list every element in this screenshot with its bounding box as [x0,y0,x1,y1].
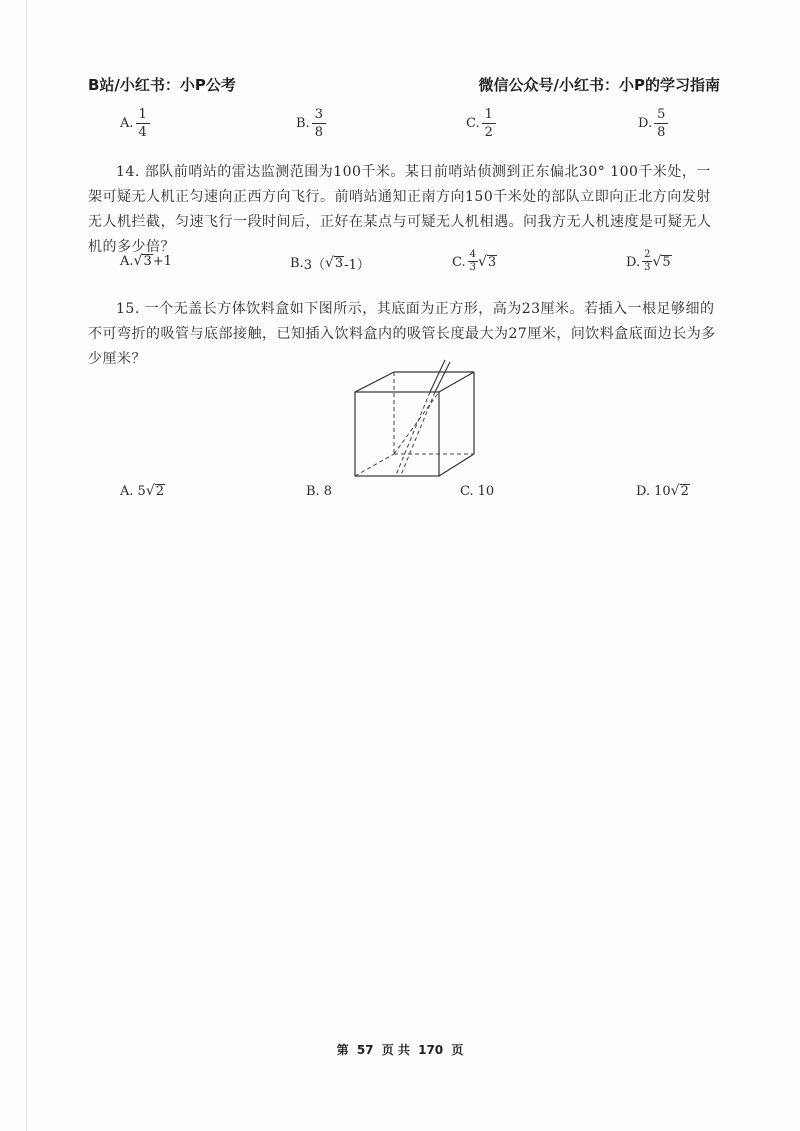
option-prefix: 3（ [303,258,325,273]
option-label: B. [306,484,320,499]
sqrt [671,484,690,499]
fraction-denominator: 2 [482,123,496,139]
header-left: B站/小红书：小P公考 [88,76,236,94]
q13-option-c [466,108,496,139]
q15-option-b [306,484,332,499]
fraction [654,108,668,139]
fraction-denominator: 8 [654,123,668,139]
q14-option-a [120,254,172,269]
radicand: 2 [680,484,689,500]
option-label: B. [296,116,310,131]
bottom-right-edge [439,454,474,476]
option-label: D. [626,254,641,270]
top-left-edge [355,372,394,392]
option-label: C. [466,116,480,131]
top-right-edge [439,372,474,392]
total-pages: 170 [418,1043,444,1057]
footer-suffix: 页 [451,1043,464,1057]
question-14-text: 14. 部队前哨站的雷达监测范围为100千米。某日前哨站侦测到正东偏北30° 100千米处，一架可疑无人机正匀速向正西方向飞行。前哨站通知正南方向150千米处的部队立即向正北方向发射无人机拦截，匀速飞行一段时间后，正好在某点与可疑无人机相遇。问我方无人机速度是可疑无人机的多少倍？ [88,164,712,255]
hidden-bottom-left-edge [355,454,394,476]
option-label: A. [120,254,134,269]
radical-sign: √ [324,255,334,272]
option-value: 10 [477,484,495,499]
sqrt [652,255,671,270]
straw-inside-left [396,392,430,475]
sqrt [478,255,497,270]
fraction-denominator: 8 [312,123,326,139]
fraction-denominator: 3 [469,262,476,273]
page-edge-line [26,0,27,1131]
option-label: D. [638,116,653,131]
q14-option-d [626,250,672,274]
q14-option-c [452,250,497,274]
cuboid-straw-figure [352,358,478,480]
q13-option-b [296,108,326,139]
option-label: B. [290,256,304,271]
option-prefix: 10 [654,484,671,499]
option-label: C. [460,484,474,499]
fraction [482,108,496,139]
option-label: A. [120,116,134,131]
fraction-numerator: 1 [484,107,493,122]
fraction-numerator: 4 [469,249,476,260]
fraction-denominator: 3 [644,262,651,273]
fraction-numerator: 5 [657,107,666,122]
fraction-denominator: 4 [136,123,150,139]
option-label: A. [120,484,134,499]
radicand: 5 [662,254,671,270]
footer-prefix: 第 [336,1043,349,1057]
fraction [312,108,326,139]
q15-option-c [460,484,494,499]
q14-option-b [290,254,370,273]
q15-option-d [636,484,690,499]
hidden-diagonal [394,392,439,454]
option-tail: -1） [344,258,370,273]
fraction-numerator: 2 [644,249,651,260]
radicand: 3 [334,256,344,272]
radical-sign: √ [652,253,662,270]
fraction [136,108,150,139]
sqrt [325,256,344,271]
fraction [642,250,652,274]
radical-sign: √ [478,253,487,270]
radical-sign: √ [670,483,680,500]
q13-option-d [638,108,668,139]
footer-mid: 页 共 [381,1043,410,1057]
option-label: C. [452,254,466,270]
option-tail: +1 [152,254,172,269]
radical-sign: √ [133,253,143,270]
option-prefix: 5 [137,484,146,499]
option-label: D. [636,484,651,499]
q15-option-a [120,484,165,499]
radicand: 2 [155,484,165,500]
page-footer [0,1041,800,1058]
sqrt [134,254,153,269]
radicand: 3 [487,254,497,270]
header-right: 微信公众号/小红书：小P的学习指南 [478,76,720,94]
radical-sign: √ [145,483,155,500]
question-15-text: 15. 一个无盖长方体饮料盒如下图所示，其底面为正方形，高为23厘米。若插入一根足够细的不可弯折的吸管与底部接触，已知插入饮料盒内的吸管长度最大为27厘米，问饮料盒底面边长为多少厘米？ [88,301,716,367]
fraction-numerator: 1 [138,107,147,122]
q13-option-a [120,108,150,139]
front-face [355,392,439,476]
fraction [468,250,478,274]
fraction-numerator: 3 [314,107,323,122]
sqrt [146,484,165,499]
straw-inside-right [401,392,435,475]
radicand: 3 [143,254,152,270]
question-14 [88,160,718,260]
option-value: 8 [323,484,332,499]
current-page-number: 57 [356,1043,374,1057]
